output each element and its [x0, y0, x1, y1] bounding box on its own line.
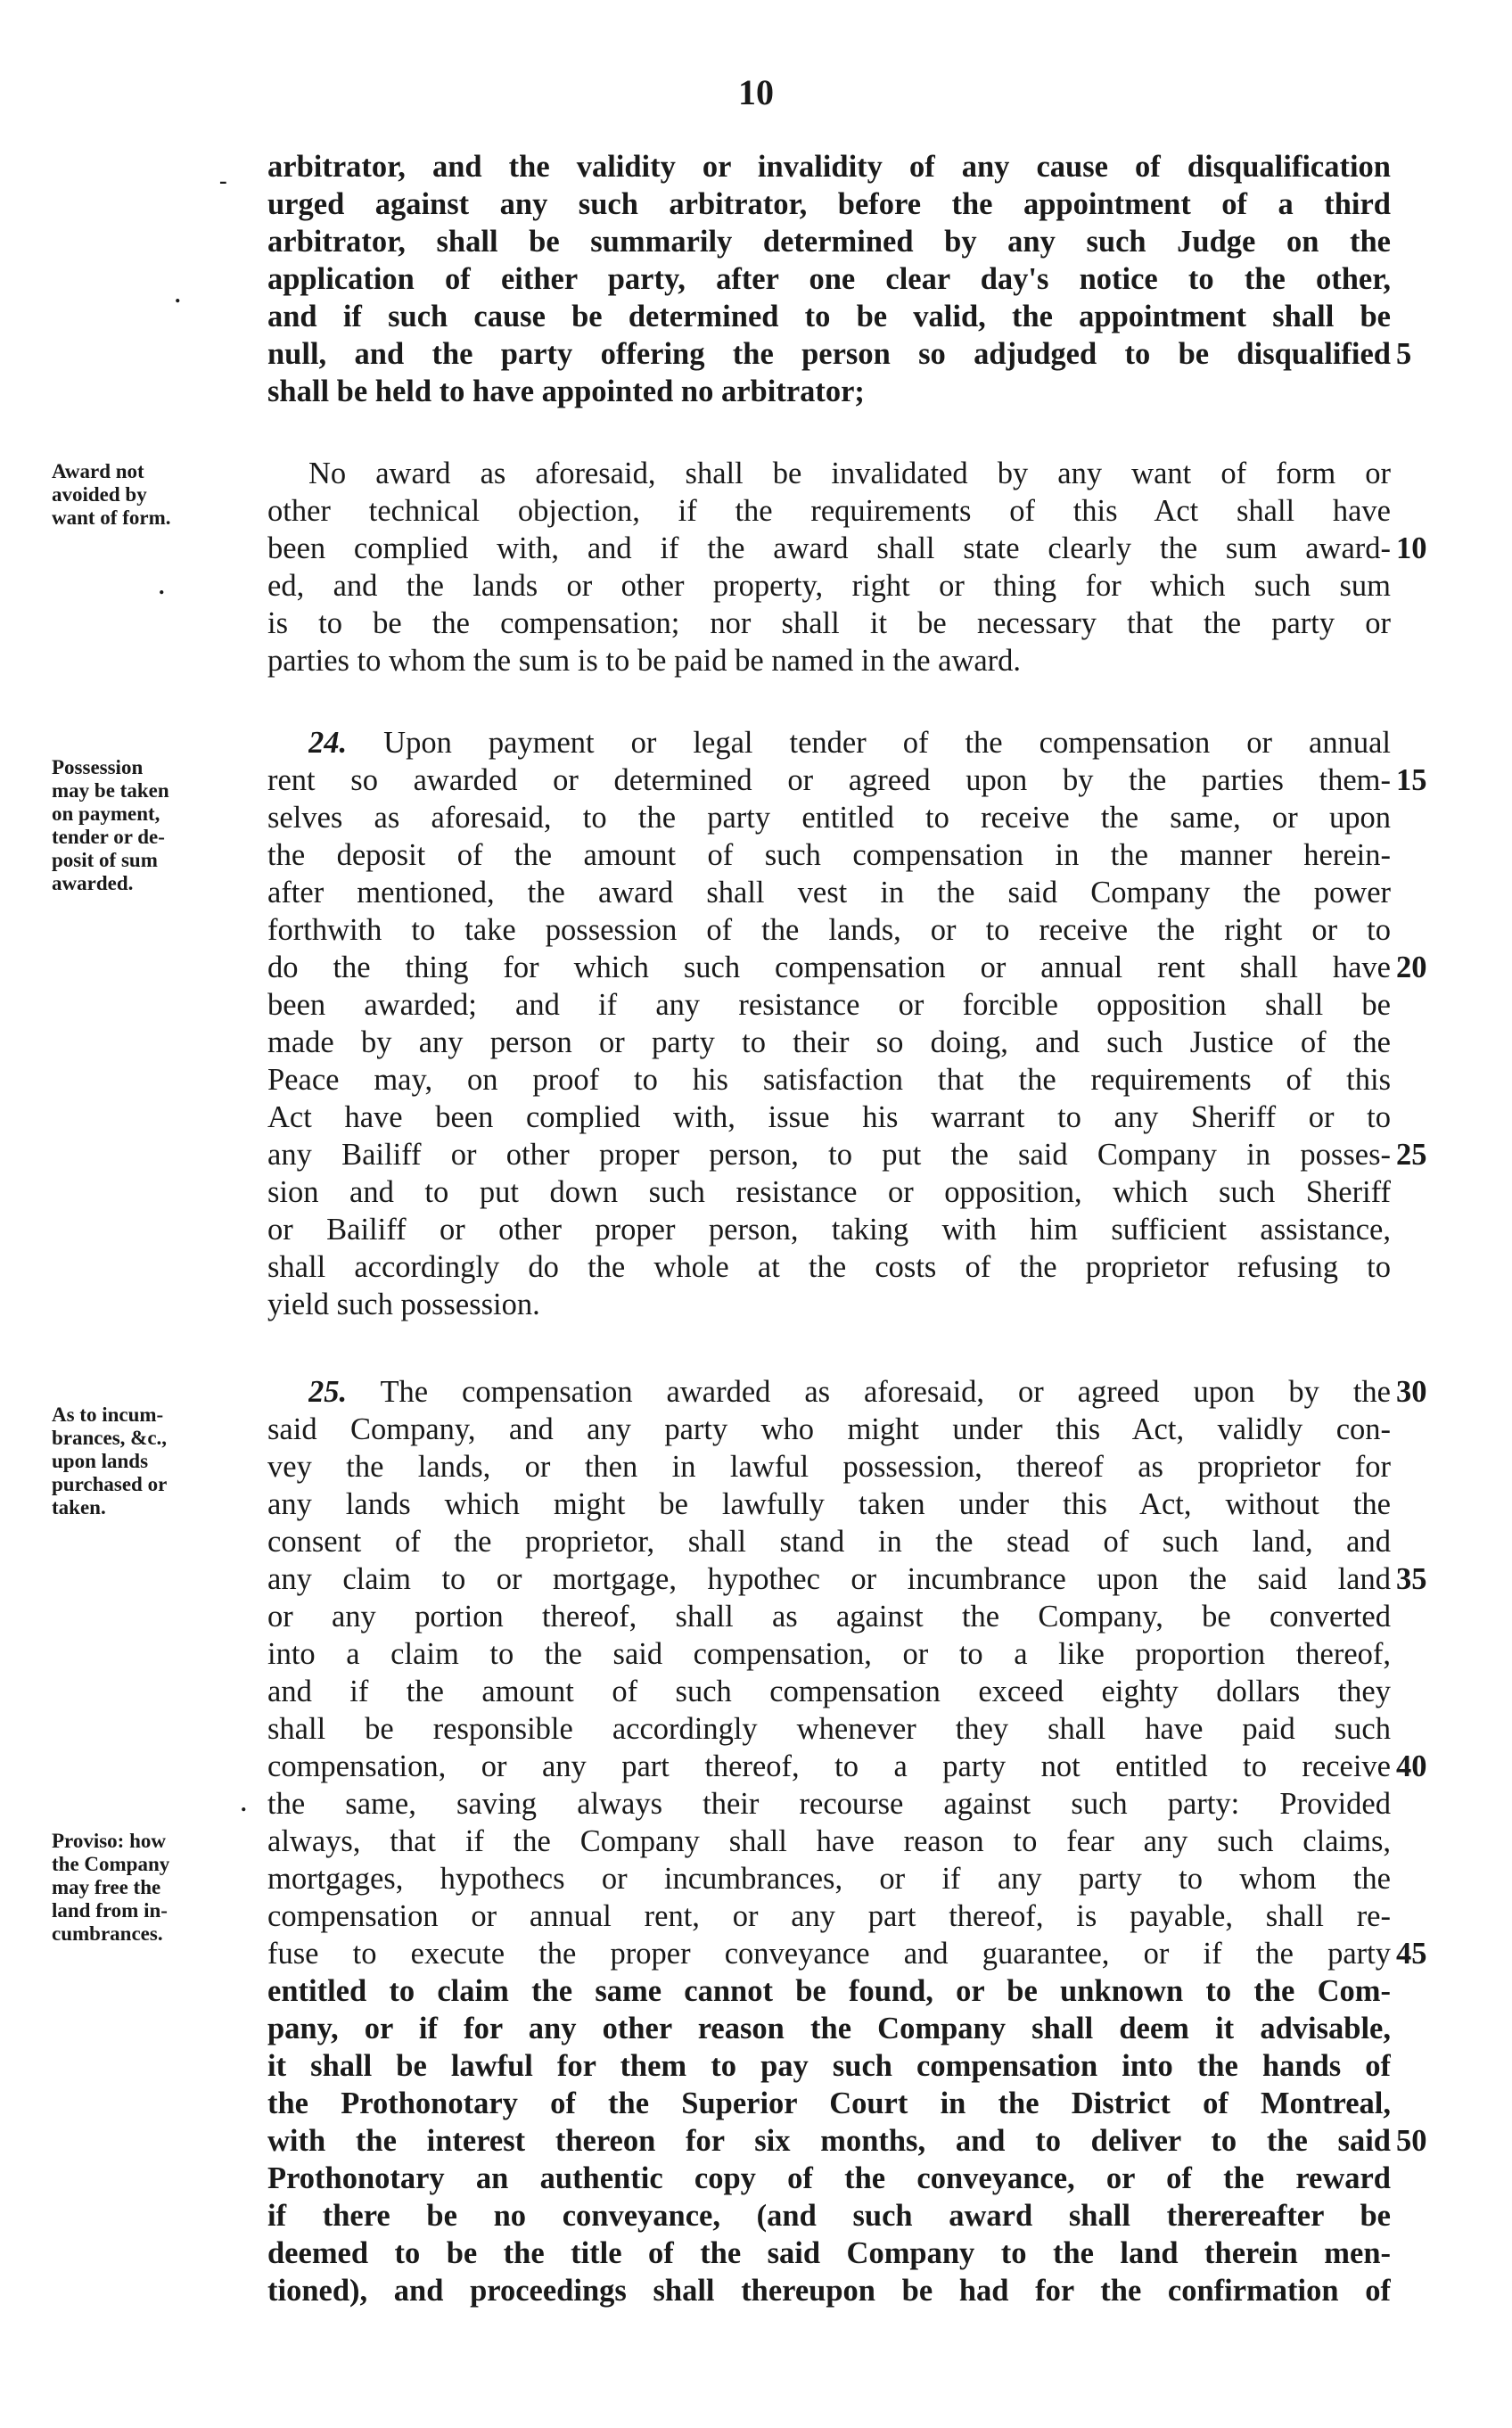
text-line: mortgages, hypothecs or incumbrances, or if any party to whom the	[267, 1862, 1391, 1896]
section-text: The compensation awarded as aforesaid, or agreed upon by the	[380, 1375, 1391, 1409]
text-line: with the interest thereon for six months, and to deliver to the said	[267, 2124, 1391, 2158]
text-line: made by any person or party to their so doing, and such Justice of the	[267, 1025, 1391, 1059]
text-line: said Company, and any party who might under this Act, validly con-	[267, 1412, 1391, 1446]
margin-note-line: posit of sum	[52, 849, 158, 871]
line-number: 50	[1396, 2124, 1427, 2158]
text-line: shall accordingly do the whole at the costs of the proprietor refusing to	[267, 1250, 1391, 1284]
line-number: 45	[1396, 1937, 1427, 1971]
text-line: entitled to claim the same cannot be found, or be unknown to the Com-	[267, 1974, 1391, 2008]
margin-note-line: Possession	[52, 756, 144, 778]
margin-note-line: cumbrances.	[52, 1922, 163, 1945]
margin-note-line: upon lands	[52, 1450, 149, 1472]
text-line: Prothonotary an authentic copy of the conveyance, or of the reward	[267, 2161, 1391, 2195]
line-number: 15	[1396, 763, 1427, 797]
margin-note-line: the Company	[52, 1853, 170, 1875]
text-line: or Bailiff or other proper person, taking with him sufficient assistance,	[267, 1213, 1391, 1247]
text-line: application of either party, after one clear day's notice to the other,	[267, 262, 1391, 296]
text-line: if there be no conveyance, (and such award shall therereafter be	[267, 2199, 1391, 2233]
section-number: 24.	[308, 726, 348, 760]
margin-tick: .	[175, 282, 181, 308]
margin-note-line: awarded.	[52, 872, 134, 894]
text-line: forthwith to take possession of the lands, or to receive the right or to	[267, 913, 1391, 947]
text-line: compensation, or any part thereof, to a party not entitled to receive	[267, 1749, 1391, 1783]
margin-note-line: avoided by	[52, 483, 147, 506]
text-line: arbitrator, and the validity or invalidity of any cause of disqualification	[267, 150, 1391, 184]
text-line: null, and the party offering the person so adjudged to be disqualified	[267, 337, 1391, 371]
text-line: is to be the compensation; nor shall it be necessary that the party or	[267, 606, 1391, 640]
text-line	[308, 1373, 1391, 1411]
text-line: after mentioned, the award shall vest in the said Company the power	[267, 876, 1391, 909]
text-line: Act have been complied with, issue his warrant to any Sheriff or to	[267, 1100, 1391, 1134]
text-line: the deposit of the amount of such compensation in the manner herein-	[267, 838, 1391, 872]
margin-note-line: may be taken	[52, 779, 169, 802]
text-line: rent so awarded or determined or agreed upon by the parties them-	[267, 763, 1391, 797]
text-line: and if the amount of such compensation exceed eighty dollars they	[267, 1675, 1391, 1708]
margin-note-proviso	[52, 1830, 271, 1946]
text-line: deemed to be the title of the said Company to the land therein men-	[267, 2236, 1391, 2270]
text-line: shall be held to have appointed no arbitrator;	[267, 374, 865, 408]
text-line: and if such cause be determined to be valid, the appointment shall be	[267, 300, 1391, 333]
text-line: vey the lands, or then in lawful possession, thereof as proprietor for	[267, 1450, 1391, 1484]
line-number: 10	[1396, 531, 1427, 565]
text-line: parties to whom the sum is to be paid be named in the award.	[267, 644, 1022, 678]
text-line: been complied with, and if the award shall state clearly the sum award-	[267, 531, 1391, 565]
text-line: always, that if the Company shall have reason to fear any such claims,	[267, 1824, 1391, 1858]
section-text: Upon payment or legal tender of the compensation or annual	[383, 726, 1391, 760]
text-line: sion and to put down such resistance or opposition, which such Sheriff	[267, 1175, 1391, 1209]
text-line: tioned), and proceedings shall thereupon be had for the confirmation of	[267, 2274, 1391, 2308]
margin-note-line: taken.	[52, 1496, 106, 1519]
margin-note-line: As to incum-	[52, 1403, 164, 1426]
line-number: 40	[1396, 1749, 1427, 1783]
text-line: pany, or if for any other reason the Company shall deem it advisable,	[267, 2012, 1391, 2045]
text-line: selves as aforesaid, to the party entitled to receive the same, or upon	[267, 801, 1391, 835]
line-number: 30	[1396, 1375, 1427, 1409]
text-line: compensation or annual rent, or any part thereof, is payable, shall re-	[267, 1899, 1391, 1933]
page-number: 10	[738, 72, 774, 112]
text-line: ed, and the lands or other property, right or thing for which such sum	[267, 569, 1391, 603]
text-line: Peace may, on proof to his satisfaction that the requirements of this	[267, 1063, 1391, 1097]
margin-note-possession	[52, 756, 271, 895]
text-line: or any portion thereof, shall as against the Company, be converted	[267, 1600, 1391, 1634]
text-line: consent of the proprietor, shall stand in the stead of such land, and	[267, 1525, 1391, 1559]
line-number: 25	[1396, 1138, 1427, 1172]
text-line: into a claim to the said compensation, or to a like proportion thereof,	[267, 1637, 1391, 1671]
text-line: No award as aforesaid, shall be invalidated by any want of form or	[308, 457, 1391, 490]
text-line: any lands which might be lawfully taken under this Act, without the	[267, 1487, 1391, 1521]
margin-note-line: purchased or	[52, 1473, 168, 1495]
text-line: it shall be lawful for them to pay such compensation into the hands of	[267, 2049, 1391, 2083]
margin-tick: .	[159, 573, 165, 599]
text-line: been awarded; and if any resistance or forcible opposition shall be	[267, 988, 1391, 1022]
margin-note-incumbrances	[52, 1403, 271, 1519]
margin-note-line: want of form.	[52, 506, 171, 529]
margin-note-line: may free the	[52, 1876, 161, 1898]
line-number: 20	[1396, 951, 1427, 984]
margin-note-award-not-avoided	[52, 460, 271, 530]
margin-note-line: tender or de-	[52, 826, 165, 848]
section-number: 25.	[308, 1375, 348, 1409]
text-line: the Prothonotary of the Superior Court in the District of Montreal,	[267, 2086, 1391, 2120]
margin-tick: -	[219, 168, 227, 193]
text-line: shall be responsible accordingly whenever they shall have paid such	[267, 1712, 1391, 1746]
text-line: other technical objection, if the requirements of this Act shall have	[267, 494, 1391, 528]
text-line: fuse to execute the proper conveyance and guarantee, or if the party	[267, 1937, 1391, 1971]
text-line	[308, 724, 1391, 761]
line-number: 5	[1396, 337, 1412, 371]
text-line: any Bailiff or other proper person, to put the said Company in posses-	[267, 1138, 1391, 1172]
line-number: 35	[1396, 1562, 1427, 1596]
text-line: yield such possession.	[267, 1288, 540, 1321]
text-line: arbitrator, shall be summarily determined by any such Judge on the	[267, 225, 1391, 259]
text-line: do the thing for which such compensation or annual rent shall have	[267, 951, 1391, 984]
margin-note-line: Award not	[52, 460, 144, 482]
margin-note-line: on payment,	[52, 802, 160, 825]
text-line: urged against any such arbitrator, before the appointment of a third	[267, 187, 1391, 221]
text-line: any claim to or mortgage, hypothec or incumbrance upon the said land	[267, 1562, 1391, 1596]
margin-note-line: land from in-	[52, 1899, 168, 1922]
margin-tick: .	[241, 1790, 247, 1816]
margin-note-line: brances, &c.,	[52, 1427, 168, 1449]
margin-note-line: Proviso: how	[52, 1830, 166, 1852]
text-line: the same, saving always their recourse against such party: Provided	[267, 1787, 1391, 1821]
